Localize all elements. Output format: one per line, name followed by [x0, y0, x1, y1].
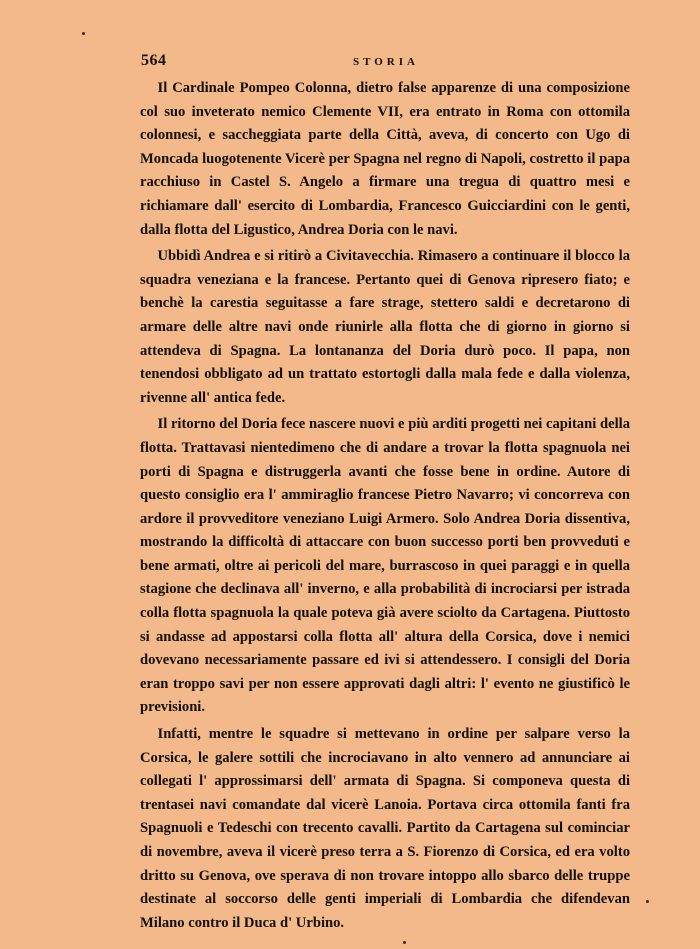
body-text: [140, 77, 630, 935]
paper-speck: [403, 941, 406, 944]
paragraph: Ubbidì Andrea e si ritirò a Civitavecchia. Rimasero a continuare il blocco la squadra veneziana e la francese. Pertanto quei di Genova ripresero fiato; e benchè la carestia seguitasse a fare strage, stettero saldi e decretarono di armare delle altre navi onde riunirle alla flotta che di giorno in giorno si attendeva di Spagna. La lontananza del Doria durò poco. Il papa, non tenendosi obbligato ad un trattato estortogli dalla mala fede e dalla violenza, rivenne all' antica fede.: [140, 248, 630, 406]
running-head: STORIA: [353, 56, 419, 68]
page-header: [141, 52, 629, 74]
paragraph: Infatti, mentre le squadre si mettevano in ordine per salpare verso la Corsica, le galere sottili che incrociavano in alto vennero ad annunciare ai collegati l' approssimarsi dell' armata di Spagna. Si componeva questa di trentasei navi comandate dal vicerè Lanoia. Portava circa ottomila fanti fra Spagnuoli e Tedeschi con trecento cavalli. Partito da Cartagena sul cominciar di novembre, aveva il vicerè preso terra a S. Fiorenzo di Corsica, ed era volto dritto su Genova, ove sperava di non trovare intoppo allo sbarco delle truppe destinate al soccorso delle genti imperiali di Lombardia che difendevan Milano contro il Duca d' Urbino.: [140, 726, 630, 931]
paragraph: Il Cardinale Pompeo Colonna, dietro false apparenze di una composizione col suo inveterato nemico Clemente VII, era entrato in Roma con ottomila colonnesi, e saccheggiata parte della Città, aveva, di concerto con Ugo di Moncada luogotenente Vicerè per Spagna nel regno di Napoli, costretto il papa racchiuso in Castel S. Angelo a firmare una tregua di quattro mesi e richiamare dall' esercito di Lombardia, Francesco Guicciardini con le genti, dalla flotta del Ligustico, Andrea Doria con le navi.: [140, 80, 630, 238]
paper-speck: [82, 32, 85, 35]
page-number: 564: [141, 52, 167, 69]
paper-speck: [646, 900, 649, 903]
paragraph: Il ritorno del Doria fece nascere nuovi e più arditi progetti nei capitani della flotta. Trattavasi nientedimeno che di andare a trovar la flotta spagnuola nei porti di Spagna e distruggerla avanti che fosse bene in ordine. Autore di questo consiglio era l' ammiraglio francese Pietro Navarro; vi concorreva con ardore il provveditore veneziano Luigi Armero. Solo Andrea Doria dissentiva, mostrando la difficoltà di attaccare con buon successo porti ben provveduti e bene armati, oltre ai pericoli del mare, burrascoso in quei paraggi e in quella stagione che declinava all' inverno, e alla probabilità di incrociarsi per istrada colla flotta spagnuola la quale poteva già avere sciolto da Cartagena. Piuttosto si andasse ad appostarsi colla flotta all' altura della Corsica, dove i nemici dovevano necessariamente passare ed ivi si attendessero. I consigli del Doria eran troppo savi per non essere approvati dagli altri: l' evento ne giustificò le previsioni.: [140, 416, 630, 716]
